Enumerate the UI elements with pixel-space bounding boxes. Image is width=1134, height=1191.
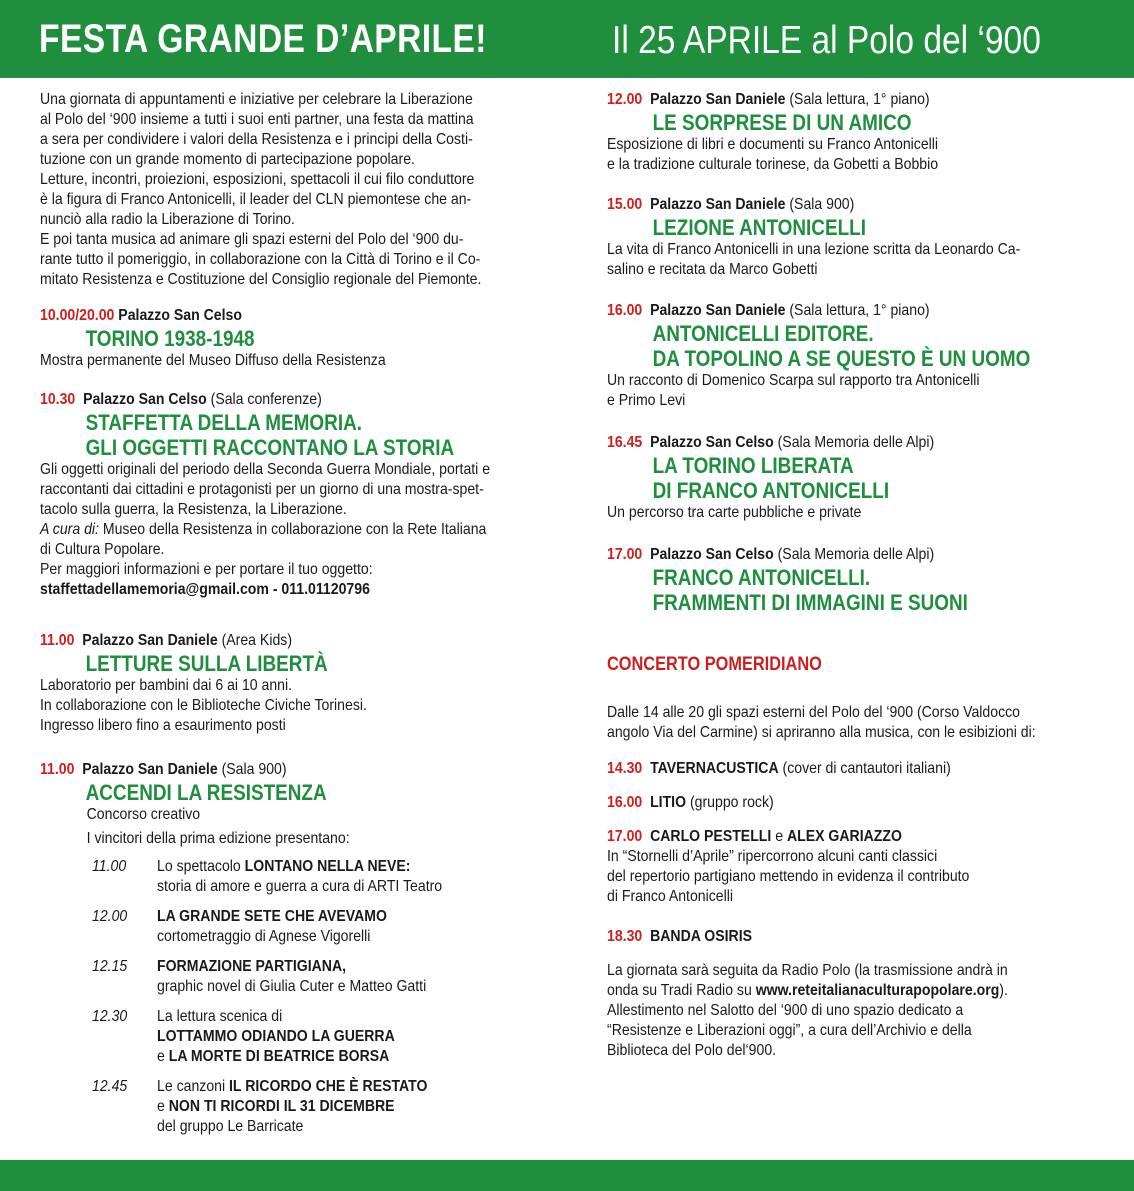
- act-name: TAVERNACUSTICA: [650, 760, 779, 777]
- event-room: (Sala lettura, 1° piano): [789, 91, 930, 108]
- sub-event: 12.00 LA GRANDE SETE CHE AVEVAMO cortometraggio di Agnese Vigorelli: [92, 908, 387, 945]
- event-place: Palazzo San Celso: [650, 546, 774, 563]
- event-contact: staffettadellamemoria@gmail.com - 011.01120796: [40, 581, 370, 598]
- event-description: Per maggiori informazioni e per portare il tuo oggetto:: [40, 561, 373, 578]
- sub-event-time: 12.45: [92, 1078, 128, 1095]
- concert-section: [607, 653, 1107, 677]
- act-time: 14.30: [607, 760, 643, 777]
- event-place: Palazzo San Daniele: [650, 302, 786, 319]
- event-title: LETTURE SULLA LIBERTÀ: [85, 651, 328, 676]
- event-torino-1938: [40, 306, 540, 371]
- event-description: Laboratorio per bambini dai 6 ai 10 anni.: [40, 677, 293, 694]
- act-time: 17.00: [607, 828, 643, 845]
- concert-act: 16.00 LITIO (gruppo rock): [607, 794, 774, 811]
- event-place: Palazzo San Daniele: [82, 632, 218, 649]
- page-subtitle: Il 25 APRILE al Polo del ‘900: [612, 19, 1041, 62]
- act-name: ALEX GARIAZZO: [786, 828, 902, 845]
- sub-event: 11.00 Lo spettacolo LONTANO NELLA NEVE: storia di amore e guerra a cura di ARTI Teatro: [92, 858, 443, 895]
- concert-intro: Dalle 14 alle 20 gli spazi esterni del Polo del ‘900 (Corso Valdocco angolo Via del Carmine) si apriranno alla musica, con le esibizioni di:: [607, 704, 1036, 741]
- event-staffetta: [40, 390, 540, 600]
- event-description: e Primo Levi: [607, 392, 686, 409]
- event-room: (Sala Memoria delle Alpi): [777, 434, 935, 451]
- concert-act: 17.00 CARLO PESTELLI e ALEX GARIAZZO In “Stornelli d’Aprile” ripercorrono alcuni canti classici del repertorio partigiano mettendo in evidenza il contributo di Franco Antonicelli: [607, 828, 970, 905]
- event-time: 15.00: [607, 196, 643, 213]
- event-time: 10.00/20.00: [40, 307, 115, 324]
- event-description: I vincitori della prima edizione presentano:: [86, 830, 350, 847]
- event-description: La vita di Franco Antonicelli in una lezione scritta da Leonardo Ca-: [607, 241, 1021, 258]
- event-time: 11.00: [40, 632, 75, 649]
- event-title: ANTONICELLI EDITORE.: [652, 321, 874, 346]
- event-description: Gli oggetti originali del periodo della Seconda Guerra Mondiale, portati e: [40, 461, 491, 478]
- event-letture-liberta: [40, 631, 540, 736]
- sub-event: 12.45 Le canzoni IL RICORDO CHE È RESTATO e NON TI RICORDI IL 31 DICEMBRE del gruppo Le Barricate: [92, 1078, 428, 1135]
- event-room: (Sala Memoria delle Alpi): [777, 546, 935, 563]
- sub-event-time: 12.00: [92, 908, 128, 925]
- concert-act: 14.30 TAVERNACUSTICA (cover di cantautori italiani): [607, 760, 951, 777]
- event-title: GLI OGGETTI RACCONTANO LA STORIA: [85, 435, 455, 460]
- event-lezione-antonicelli: [607, 195, 1107, 280]
- event-title: FRAMMENTI DI IMMAGINI E SUONI: [652, 590, 968, 615]
- event-time: 16.00: [607, 302, 643, 319]
- event-room: (Sala 900): [221, 761, 287, 778]
- event-title: LA TORINO LIBERATA: [652, 453, 854, 478]
- event-place: Palazzo San Daniele: [82, 761, 218, 778]
- event-room: (Sala lettura, 1° piano): [789, 302, 930, 319]
- event-title: DA TOPOLINO A SE QUESTO È UN UOMO: [652, 346, 1031, 371]
- concert-act: [607, 927, 1107, 947]
- event-time: 10.30: [40, 391, 76, 408]
- section-heading: CONCERTO POMERIDIANO: [607, 654, 822, 675]
- sub-event-time: 12.15: [92, 958, 128, 975]
- event-time: 11.00: [40, 761, 75, 778]
- event-place: Palazzo San Celso: [650, 434, 774, 451]
- event-title: LEZIONE ANTONICELLI: [652, 215, 866, 240]
- act-name: BANDA OSIRIS: [650, 928, 753, 945]
- event-place: Palazzo San Daniele: [650, 91, 786, 108]
- event-description: Un percorso tra carte pubbliche e private: [607, 504, 862, 521]
- event-time: 12.00: [607, 91, 643, 108]
- page-header: [0, 0, 1134, 78]
- intro-text: Una giornata di appuntamenti e iniziative per celebrare la Liberazione al Polo del ‘900 insieme a tutti i suoi enti partner, una festa da mattina a sera per condividere i valori della Resistenza e i principi della Costi- tuzione con un grande momento di partecipazione popolare. Letture, incontri, proiezioni, esposizioni, spettacoli il cui filo conduttore è la figura di Franco Antonicelli, il leader del CLN piemontese che an- nunciò alla radio la Liberazione di Torino. E poi tanta musica ad animare gli spazi esterni del Polo del ‘900 du- rante tutto il pomeriggio, in collaborazione con la Città di Torino e il Co- mitato Resistenza e Costituzione del Consiglio regionale del Piemonte.: [40, 91, 482, 288]
- event-title: LE SORPRESE DI UN AMICO: [652, 110, 912, 135]
- act-time: 18.30: [607, 928, 643, 945]
- event-title: DI FRANCO ANTONICELLI: [652, 478, 890, 503]
- event-title: STAFFETTA DELLA MEMORIA.: [85, 410, 362, 435]
- event-place: Palazzo San Celso: [118, 307, 242, 324]
- event-description: tacolo sulla guerra, la Resistenza, la Liberazione.: [40, 501, 347, 518]
- event-time: 16.45: [607, 434, 643, 451]
- event-frammenti: [607, 545, 1107, 615]
- page-footer-bar: [0, 1160, 1134, 1191]
- event-title: TORINO 1938-1948: [85, 326, 255, 351]
- event-sorprese-amico: [607, 90, 1107, 175]
- act-name: LITIO: [650, 794, 687, 811]
- event-place: Palazzo San Daniele: [650, 196, 786, 213]
- event-curated: A cura di: Museo della Resistenza in collaborazione con la Rete Italiana: [40, 521, 487, 538]
- event-room: (Sala 900): [789, 196, 855, 213]
- event-room: (Area Kids): [221, 632, 293, 649]
- event-accendi-resistenza: [40, 760, 540, 1137]
- event-torino-liberata: [607, 433, 1107, 523]
- event-description: Un racconto di Domenico Scarpa sul rapporto tra Antonicelli: [607, 372, 980, 389]
- event-description: Ingresso libero fino a esaurimento posti: [40, 717, 286, 734]
- event-description: di Cultura Popolare.: [40, 541, 165, 558]
- sub-event-time: 12.30: [92, 1008, 128, 1025]
- event-description: Esposizione di libri e documenti su Franco Antonicelli: [607, 136, 939, 153]
- event-title: FRANCO ANTONICELLI.: [652, 565, 871, 590]
- event-description: Concorso creativo: [86, 806, 201, 823]
- act-time: 16.00: [607, 794, 643, 811]
- closing-text: La giornata sarà seguita da Radio Polo (la trasmissione andrà in onda su Tradi Radio su www.reteitalianaculturapopolare.org). Allestimento nel Salotto del ‘900 di uno spazio dedicato a “Resistenze e Liberazioni oggi”, a cura dell’Archivio e della Biblioteca del Polo del‘900.: [607, 962, 1008, 1059]
- event-time: 17.00: [607, 546, 643, 563]
- sub-event-time: 11.00: [92, 858, 127, 875]
- event-room: (Sala conferenze): [210, 391, 322, 408]
- event-place: Palazzo San Celso: [83, 391, 207, 408]
- event-description: raccontanti dai cittadini e protagonisti per un giorno di una mostra-spet-: [40, 481, 484, 498]
- sub-event: 12.15 FORMAZIONE PARTIGIANA, graphic novel di Giulia Cuter e Matteo Gatti: [92, 958, 427, 995]
- website-link[interactable]: www.reteitalianaculturapopolare.org: [755, 982, 1000, 999]
- event-description: e la tradizione culturale torinese, da Gobetti a Bobbio: [607, 156, 939, 173]
- sub-event: 12.30 La lettura scenica di LOTTAMMO ODIANDO LA GUERRA e LA MORTE DI BEATRICE BORSA: [92, 1008, 395, 1065]
- event-description: In collaborazione con le Biblioteche Civiche Torinesi.: [40, 697, 367, 714]
- event-description: Mostra permanente del Museo Diffuso della Resistenza: [40, 352, 386, 369]
- act-name: CARLO PESTELLI: [650, 828, 772, 845]
- page-title: FESTA GRANDE D’APRILE!: [39, 17, 487, 61]
- event-description: salino e recitata da Marco Gobetti: [607, 261, 818, 278]
- event-antonicelli-editore: [607, 301, 1107, 411]
- event-title: ACCENDI LA RESISTENZA: [85, 780, 327, 805]
